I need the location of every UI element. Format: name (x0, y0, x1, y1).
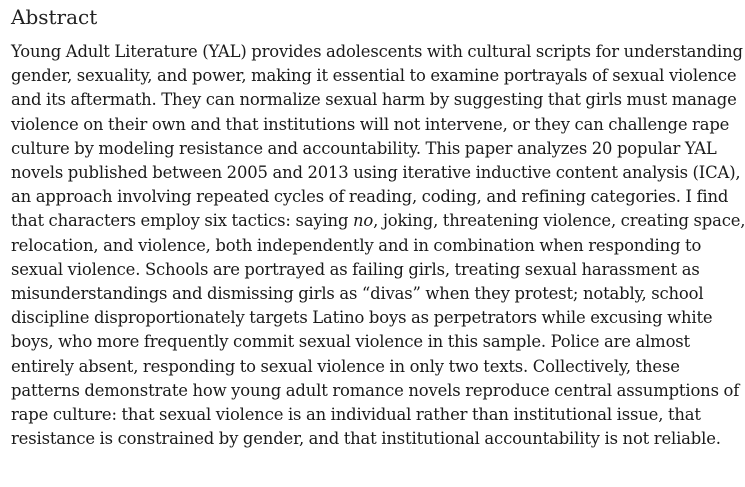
section-heading: Abstract (11, 5, 98, 29)
abstract-line: and its aftermath. They can normalize sexual harm by suggesting that girls must manage (11, 90, 737, 110)
abstract-line: resistance is constrained by gender, and that institutional accountability is not reliable. (11, 429, 721, 449)
abstract-section (11, 0, 745, 451)
abstract-line: culture by modeling resistance and accountability. This paper analyzes 20 popular YAL (11, 138, 717, 158)
abstract-line: sexual violence. Schools are portrayed as failing girls, treating sexual harassment as (11, 259, 700, 279)
abstract-line: patterns demonstrate how young adult romance novels reproduce central assumptions of (11, 380, 740, 400)
abstract-line: rape culture: that sexual violence is an individual rather than institutional issue, that (11, 405, 701, 425)
emphasized-word: no (352, 211, 374, 231)
abstract-line: gender, sexuality, and power, making it essential to examine portrayals of sexual violence (11, 66, 737, 86)
abstract-line: Young Adult Literature (YAL) provides adolescents with cultural scripts for understanding (11, 42, 743, 61)
abstract-line (11, 209, 745, 233)
abstract-line: boys, who more frequently commit sexual violence in this sample. Police are almost (11, 332, 690, 352)
abstract-line: misunderstandings and dismissing girls as “divas” when they protest; notably, school (11, 284, 704, 304)
abstract-paragraph (11, 40, 745, 451)
abstract-line: novels published between 2005 and 2013 using iterative inductive content analysis (ICA), (11, 163, 741, 183)
abstract-line: entirely absent, responding to sexual violence in only two texts. Collectively, these (11, 356, 680, 376)
abstract-line: discipline disproportionately targets Latino boys as perpetrators while excusing white (11, 308, 713, 328)
abstract-line: relocation, and violence, both independently and in combination when responding to (11, 235, 702, 255)
abstract-line: an approach involving repeated cycles of reading, coding, and refining categories. I find (11, 187, 729, 207)
abstract-text: that characters employ six tactics: saying (11, 211, 353, 231)
abstract-text: , joking, threatening violence, creating space, (373, 211, 745, 231)
abstract-line: violence on their own and that institutions will not intervene, or they can challenge rape (11, 114, 730, 134)
